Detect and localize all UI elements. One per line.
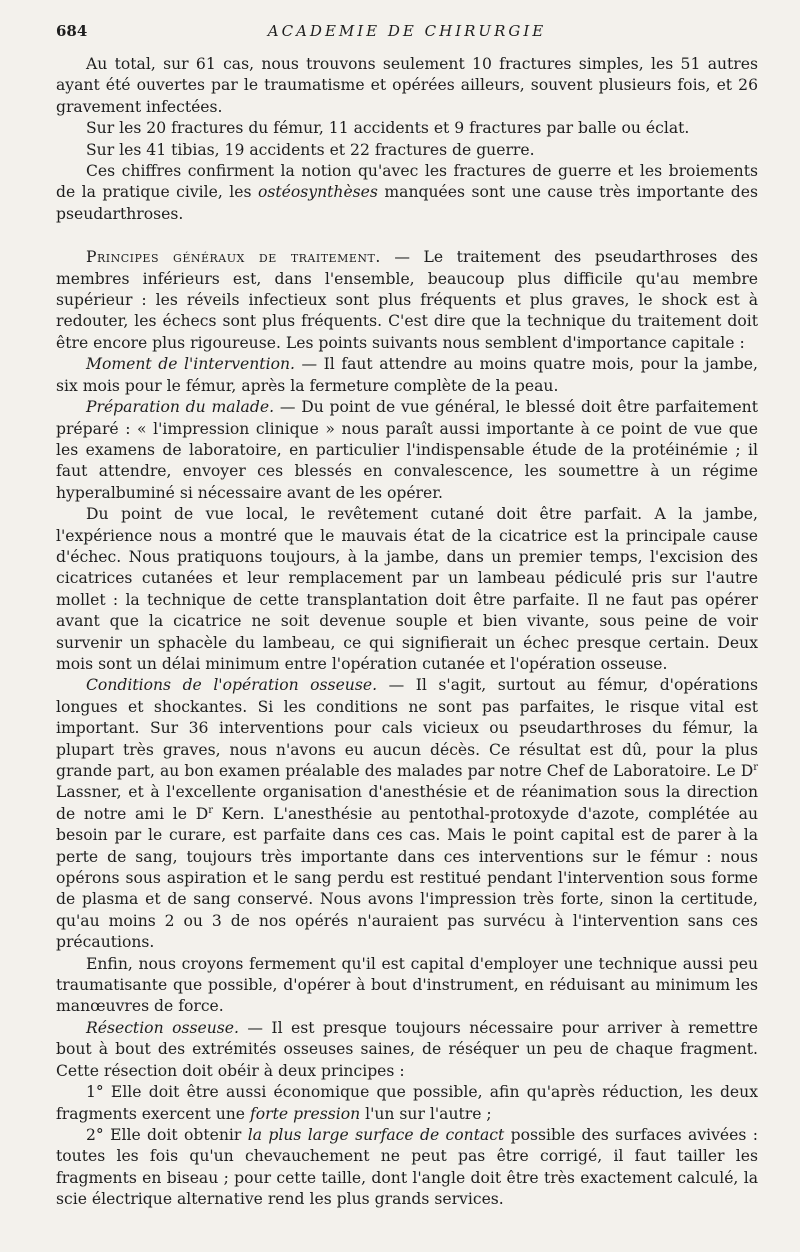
page-number: 684 bbox=[56, 22, 88, 40]
paragraph-technique: Enfin, nous croyons fermement qu'il est capital d'employer une technique aussi peu traumatisante que possible, d'opérer à bout d'instrument, en réduisant au minimum les manœuvres de force. bbox=[56, 954, 758, 1016]
subsection-heading: Résection osseuse. bbox=[86, 1018, 239, 1037]
subsection-heading: Moment de l'intervention. bbox=[86, 355, 295, 374]
paragraph-conclusion: Ces chiffres confirment la notion qu'avec les fractures de guerre et les broiements de la pratique civile, les ostéosynthèses manquées sont une cause très importante des pseudarthroses. bbox=[56, 162, 758, 223]
page-header bbox=[56, 20, 758, 44]
paragraph-preparation: Préparation du malade. — Du point de vue général, le blessé doit être parfaitement préparé : « l'impression clinique » nous paraît aussi importante à ce point de vue que les examens de laboratoire, en particulier l'indispensable étude de la protéinémie ; il faut attendre, envoyer ces blessés en convalescence, les soumettre à un régime hyperalbuminé si nécessaire avant de les opérer. bbox=[56, 398, 758, 502]
subsection-heading: Conditions de l'opération osseuse. bbox=[86, 676, 378, 695]
body-text bbox=[56, 54, 758, 1211]
section-heading: Principes généraux de traitement. bbox=[86, 248, 381, 267]
subsection-heading: Préparation du malade. bbox=[86, 398, 275, 417]
paragraph-timing: Moment de l'intervention. — Il faut attendre au moins quatre mois, pour la jambe, six mois pour le fémur, après la fermeture complète de la peau. bbox=[56, 355, 758, 395]
running-title: ACADEMIE DE CHIRURGIE bbox=[267, 22, 547, 40]
paragraph-principle-1: 1° Elle doit être aussi économique que possible, afin qu'après réduction, les deux fragments exercent une forte pression l'un sur l'autre ; bbox=[56, 1083, 758, 1123]
paragraph-tibias: Sur les 41 tibias, 19 accidents et 22 fractures de guerre. bbox=[86, 140, 535, 159]
paragraph-principle-2: 2° Elle doit obtenir la plus large surface de contact possible des surfaces avivées : toutes les fois qu'un chevauchement ne peut pas être corrigé, il faut tailler les fragments en biseau ; pour cette taille, dont l'angle doit être très exactement calculé, la scie électrique alternative rend les plus grands services. bbox=[56, 1125, 758, 1209]
paragraph-femur: Sur les 20 fractures du fémur, 11 accidents et 9 fractures par balle ou éclat. bbox=[86, 119, 690, 138]
paragraph-totals: Au total, sur 61 cas, nous trouvons seulement 10 fractures simples, les 51 autres ayant été ouvertes par le traumatisme et opérées ailleurs, souvent plusieurs fois, et 26 gravement infectées. bbox=[56, 55, 758, 116]
paragraph-principles: Principes généraux de traitement. — Le traitement des pseudarthroses des membres inférieurs est, dans l'ensemble, beaucoup plus difficile qu'au membre supérieur : les réveils infectieux sont plus fréquents et plus graves, le shock est à redouter, les échecs sont plus fréquents. C'est dire que la technique du traitement doit être encore plus rigoureuse. Les points suivants nous semblent d'importance capitale : bbox=[56, 248, 759, 352]
paragraph-local: Du point de vue local, le revêtement cutané doit être parfait. A la jambe, l'expérience nous a montré que le mauvais état de la cicatrice est la principale cause d'échec. Nous pratiquons toujours, à la jambe, dans un premier temps, l'excision des cicatrices cutanées et leur remplacement par un lambeau pédiculé pris sur l'autre mollet : la technique de cette transplantation doit être parfaite. Il ne faut pas opérer avant que la cicatrice ne soit devenue souple et bien vivante, sous peine de voir survenir un sphacèle du lambeau, ce qui signifierait un échec presque certain. Deux mois sont un délai minimum entre l'opération cutanée et l'opération osseuse. bbox=[56, 505, 758, 673]
paragraph-resection: Résection osseuse. — Il est presque toujours nécessaire pour arriver à remettre bout à bout des extrémités osseuses saines, de réséquer un peu de chaque fragment. Cette résection doit obéir à deux principes : bbox=[56, 1018, 758, 1080]
paragraph-conditions: Conditions de l'opération osseuse. — Il s'agit, surtout au fémur, d'opérations longues et shockantes. Si les conditions ne sont pas parfaites, le risque vital est important. Sur 36 interventions pour cals vicieux ou pseudarthroses du fémur, la plupart très graves, nous n'avons eu aucun décès. Ce résultat est dû, pour la plus grande part, au bon examen préalable des malades par notre Chef de Laboratoire. Le $D^r$ Lassner, et à l'excellente organisation d'anesthésie et de réanimation sous la direction de notre ami le $D^r$ Kern. L'anesthésie au pentothal-protoxyde d'azote, complétée au besoin par le curare, est parfaite dans ces cas. Mais le point capital est de parer à la perte de sang, toujours très importante dans ces interventions sur le fémur : nous opérons sous aspiration et le sang perdu est restitué pendant l'intervention sous forme de plasma et de sang conservé. Nous avons l'impression très forte, sinon la certitude, qu'au moins 2 ou 3 de nos opérés n'auraient pas survécu à l'intervention sans ces précautions. bbox=[56, 676, 758, 952]
